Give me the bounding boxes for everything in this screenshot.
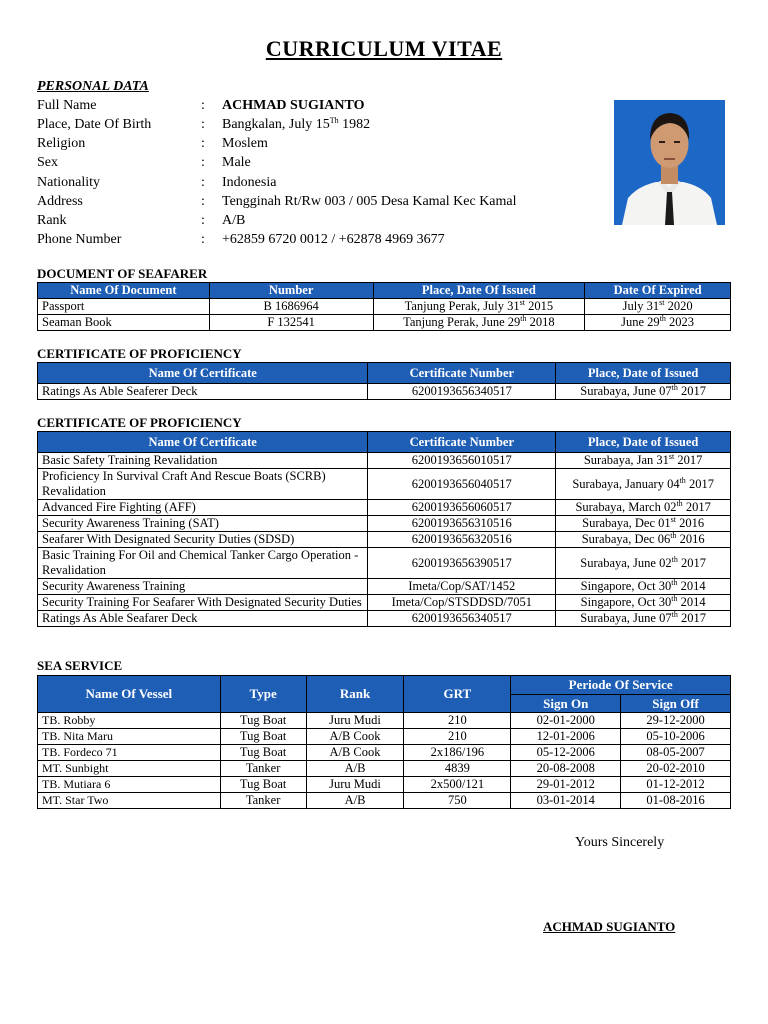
table-row — [38, 745, 731, 761]
nationality-value: Indonesia — [222, 175, 277, 190]
sea-service-table — [37, 675, 731, 809]
table-row — [38, 579, 731, 595]
column-header: Rank — [306, 676, 404, 713]
column-header: Number — [209, 283, 373, 299]
table-row — [38, 595, 731, 611]
column-header: Certificate Number — [368, 363, 556, 384]
colon: : — [201, 175, 205, 190]
table-cell: 03-01-2014 — [511, 793, 621, 809]
table-cell: Imeta/Cop/SAT/1452 — [368, 579, 556, 595]
signature-name: ACHMAD SUGIANTO — [543, 919, 676, 934]
table-row — [38, 713, 731, 729]
table-cell: 20-02-2010 — [621, 761, 731, 777]
closing-text: Yours Sincerely — [575, 835, 665, 850]
table-cell: 4839 — [404, 761, 511, 777]
table-cell: Tanjung Perak, June 29th 2018 — [373, 315, 585, 331]
colon: : — [201, 98, 205, 113]
table-row — [38, 777, 731, 793]
table-cell: Tanjung Perak, July 31st 2015 — [373, 299, 585, 315]
column-header: Date Of Expired — [585, 283, 731, 299]
table-cell: Basic Training For Oil and Chemical Tanker Cargo Operation - Revalidation — [38, 548, 368, 579]
full-name-value: ACHMAD SUGIANTO — [222, 98, 365, 113]
table-cell: Singapore, Oct 30th 2014 — [556, 579, 731, 595]
table-cell: TB. Fordeco 71 — [38, 745, 221, 761]
table-cell: 6200193656340517 — [368, 611, 556, 627]
column-header: Place, Date of Issued — [556, 432, 731, 453]
table-cell: A/B Cook — [306, 729, 404, 745]
table-cell: Surabaya, March 02th 2017 — [556, 500, 731, 516]
table-cell: Juru Mudi — [306, 777, 404, 793]
table-cell: 02-01-2000 — [511, 713, 621, 729]
person-photo-icon — [614, 100, 725, 225]
table-cell: 01-08-2016 — [621, 793, 731, 809]
field-label: Sex — [37, 155, 58, 170]
column-header: GRT — [404, 676, 511, 713]
table-cell: MT. Star Two — [38, 793, 221, 809]
table-cell: Security Training For Seafarer With Designated Security Duties — [38, 595, 368, 611]
table-cell: 210 — [404, 713, 511, 729]
sea-service-heading: SEA SERVICE — [37, 658, 123, 673]
column-header: Name Of Vessel — [38, 676, 221, 713]
table-header-row — [38, 676, 731, 695]
table-cell: Seafarer With Designated Security Duties (SDSD) — [38, 532, 368, 548]
column-header: Periode Of Service — [511, 676, 731, 695]
table-header-row — [38, 283, 731, 299]
table-cell: Surabaya, June 07th 2017 — [556, 611, 731, 627]
phone-value: +62859 6720 0012 / +62878 4969 3677 — [222, 232, 445, 247]
religion-value: Moslem — [222, 136, 268, 151]
table-cell: Singapore, Oct 30th 2014 — [556, 595, 731, 611]
column-header: Certificate Number — [368, 432, 556, 453]
table-cell: 29-12-2000 — [621, 713, 731, 729]
field-label: Rank — [37, 213, 67, 228]
table-cell: Basic Safety Training Revalidation — [38, 453, 368, 469]
table-cell: Tug Boat — [220, 713, 306, 729]
table-cell: July 31st 2020 — [585, 299, 731, 315]
table-cell: Advanced Fire Fighting (AFF) — [38, 500, 368, 516]
table-cell: A/B — [306, 761, 404, 777]
cop2-table — [37, 431, 731, 627]
field-label: Address — [37, 194, 83, 209]
table-row — [38, 384, 731, 400]
table-row — [38, 299, 731, 315]
table-row — [38, 469, 731, 500]
table-cell: 05-10-2006 — [621, 729, 731, 745]
table-cell: 6200193656320516 — [368, 532, 556, 548]
table-cell: MT. Sunbight — [38, 761, 221, 777]
table-cell: 05-12-2006 — [511, 745, 621, 761]
table-cell: 12-01-2006 — [511, 729, 621, 745]
table-cell: Imeta/Cop/STSDDSD/7051 — [368, 595, 556, 611]
colon: : — [201, 232, 205, 247]
table-cell: Ratings As Able Seafarer Deck — [38, 611, 368, 627]
table-cell: TB. Mutiara 6 — [38, 777, 221, 793]
table-row — [38, 516, 731, 532]
column-header: Name Of Certificate — [38, 363, 368, 384]
table-cell: TB. Robby — [38, 713, 221, 729]
table-cell: Juru Mudi — [306, 713, 404, 729]
table-cell: Surabaya, Dec 01st 2016 — [556, 516, 731, 532]
colon: : — [201, 117, 205, 132]
table-row — [38, 315, 731, 331]
table-cell: 08-05-2007 — [621, 745, 731, 761]
table-cell: Seaman Book — [38, 315, 210, 331]
table-row — [38, 729, 731, 745]
table-cell: Security Awareness Training — [38, 579, 368, 595]
table-row — [38, 548, 731, 579]
table-cell: 6200193656060517 — [368, 500, 556, 516]
colon: : — [201, 155, 205, 170]
column-header: Name Of Certificate — [38, 432, 368, 453]
address-value: Tengginah Rt/Rw 003 / 005 Desa Kamal Kec Kamal — [222, 194, 517, 209]
table-cell: Tanker — [220, 793, 306, 809]
page-title: CURRICULUM VITAE — [265, 36, 503, 61]
table-cell: Surabaya, Jan 31st 2017 — [556, 453, 731, 469]
table-cell: 01-12-2012 — [621, 777, 731, 793]
table-cell: Proficiency In Survival Craft And Rescue Boats (SCRB) Revalidation — [38, 469, 368, 500]
table-cell: Surabaya, June 07th 2017 — [556, 384, 731, 400]
table-cell: B 1686964 — [209, 299, 373, 315]
table-cell: 29-01-2012 — [511, 777, 621, 793]
table-cell: Surabaya, Dec 06th 2016 — [556, 532, 731, 548]
table-cell: 2x500/121 — [404, 777, 511, 793]
table-cell: TB. Nita Maru — [38, 729, 221, 745]
table-row — [38, 532, 731, 548]
table-cell: Tug Boat — [220, 745, 306, 761]
table-cell: A/B — [306, 793, 404, 809]
column-header: Sign Off — [621, 695, 731, 713]
table-header-row — [38, 432, 731, 453]
documents-table — [37, 282, 731, 331]
table-cell: Security Awareness Training (SAT) — [38, 516, 368, 532]
table-cell: Tug Boat — [220, 729, 306, 745]
birth-value: Bangkalan, July 15Th 1982 — [222, 116, 371, 132]
table-cell: 2x186/196 — [404, 745, 511, 761]
cop2-heading: CERTIFICATE OF PROFICIENCY — [37, 415, 242, 430]
table-cell: 20-08-2008 — [511, 761, 621, 777]
table-cell: Ratings As Able Seaferer Deck — [38, 384, 368, 400]
column-header: Place, Date of Issued — [556, 363, 731, 384]
table-cell: Surabaya, June 02th 2017 — [556, 548, 731, 579]
field-label: Place, Date Of Birth — [37, 117, 152, 132]
table-cell: Surabaya, January 04th 2017 — [556, 469, 731, 500]
table-cell: 6200193656010517 — [368, 453, 556, 469]
table-header-row — [38, 363, 731, 384]
documents-heading: DOCUMENT OF SEAFARER — [37, 266, 208, 281]
column-header: Place, Date Of Issued — [373, 283, 585, 299]
table-cell: F 132541 — [209, 315, 373, 331]
table-cell: 6200193656340517 — [368, 384, 556, 400]
field-label: Phone Number — [37, 232, 122, 247]
table-cell: June 29th 2023 — [585, 315, 731, 331]
table-row — [38, 611, 731, 627]
table-cell: 6200193656310516 — [368, 516, 556, 532]
table-cell: Passport — [38, 299, 210, 315]
sex-value: Male — [222, 155, 251, 170]
table-cell: 6200193656390517 — [368, 548, 556, 579]
table-cell: 6200193656040517 — [368, 469, 556, 500]
table-row — [38, 500, 731, 516]
cop1-heading: CERTIFICATE OF PROFICIENCY — [37, 346, 242, 361]
rank-value: A/B — [222, 213, 246, 228]
field-label: Religion — [37, 136, 86, 151]
table-cell: 210 — [404, 729, 511, 745]
table-row — [38, 793, 731, 809]
colon: : — [201, 194, 205, 209]
table-cell: Tug Boat — [220, 777, 306, 793]
table-row — [38, 453, 731, 469]
field-label: Full Name — [37, 98, 97, 113]
profile-photo — [614, 100, 725, 225]
column-header: Sign On — [511, 695, 621, 713]
table-cell: A/B Cook — [306, 745, 404, 761]
colon: : — [201, 136, 205, 151]
column-header: Name Of Document — [38, 283, 210, 299]
field-label: Nationality — [37, 175, 100, 190]
cop1-table — [37, 362, 731, 400]
personal-data-heading: PERSONAL DATA — [37, 79, 149, 94]
column-header: Type — [220, 676, 306, 713]
table-row — [38, 761, 731, 777]
table-cell: Tanker — [220, 761, 306, 777]
table-cell: 750 — [404, 793, 511, 809]
colon: : — [201, 213, 205, 228]
